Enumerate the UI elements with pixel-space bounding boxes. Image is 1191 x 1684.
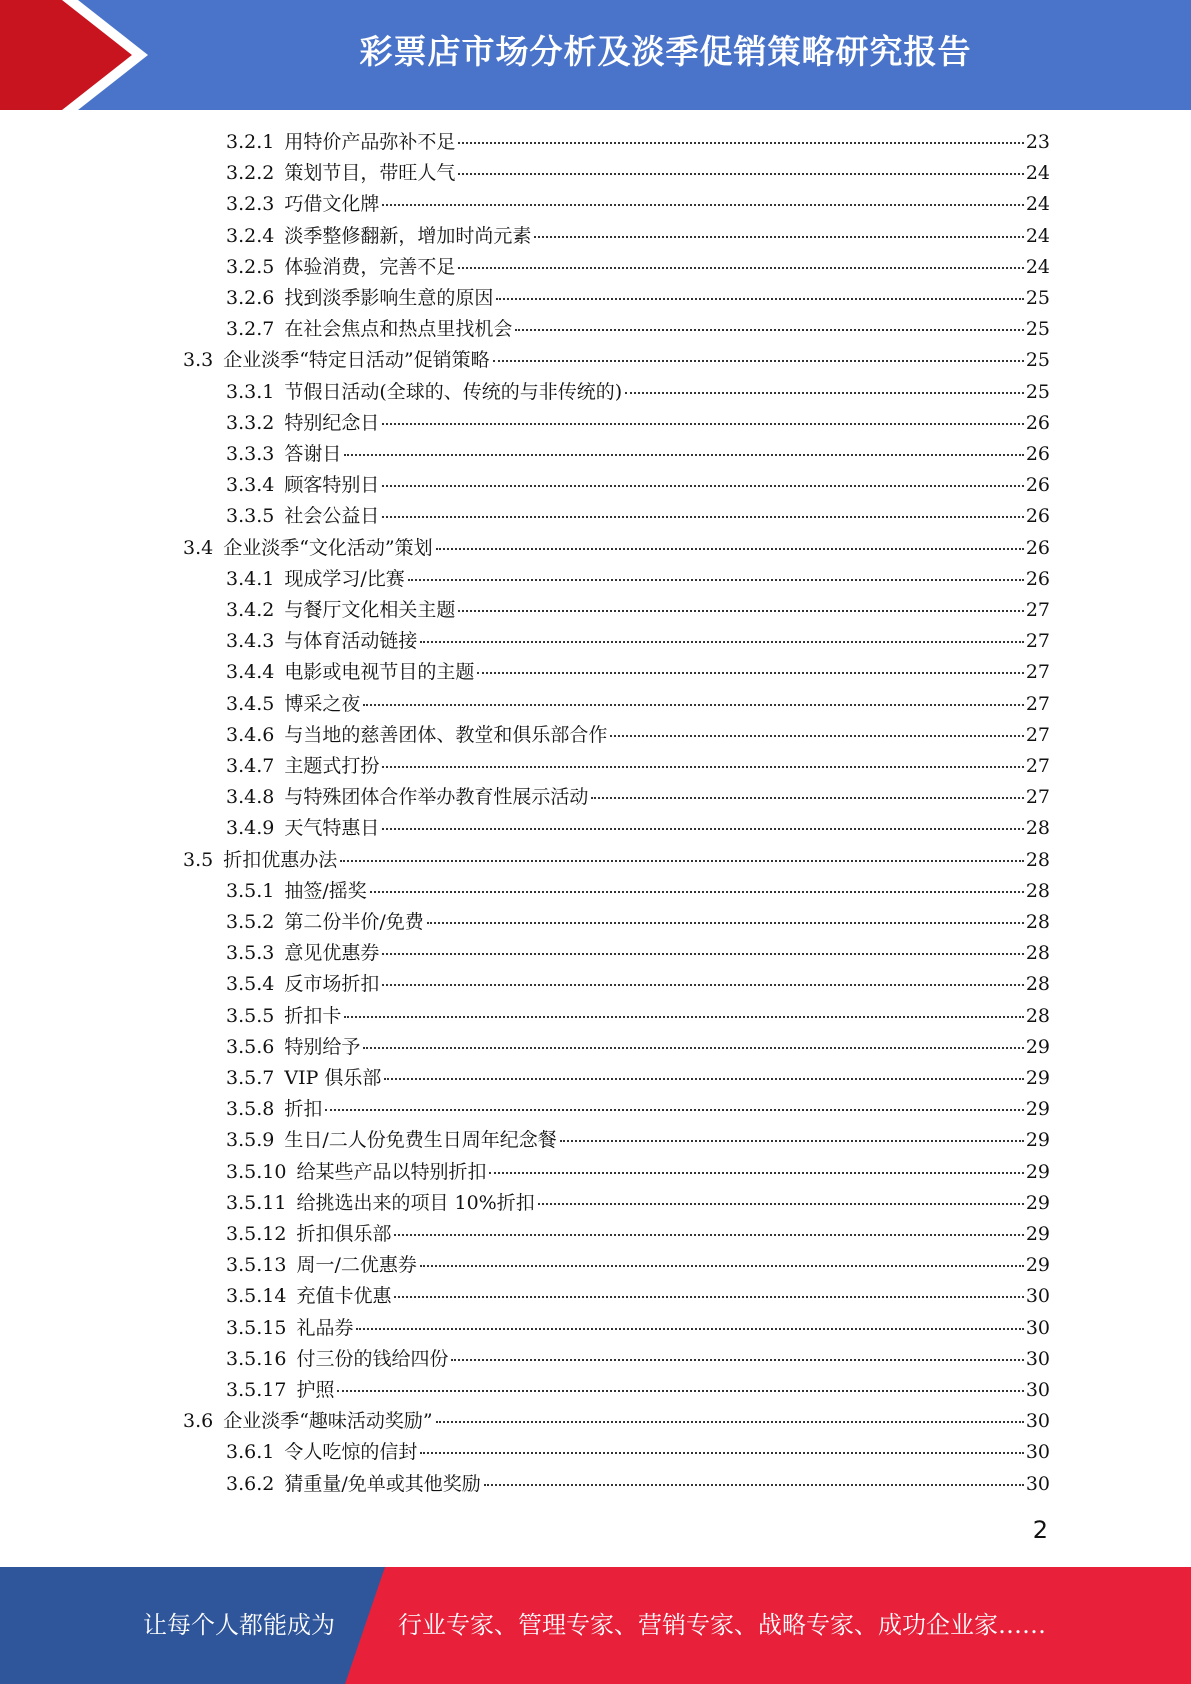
- toc-dot-leader: [356, 1328, 1023, 1330]
- toc-entry-number: 3.5.4: [226, 973, 275, 996]
- toc-entry-title: 与特殊团体合作举办教育性展示活动: [284, 786, 589, 809]
- document-title: 彩票店市场分析及淡季促销策略研究报告: [359, 32, 972, 71]
- toc-entry-page: 30: [1025, 1347, 1050, 1370]
- toc-entry-number: 3.5.17: [226, 1379, 287, 1401]
- toc-entry-title: 天气特惠日: [284, 817, 380, 840]
- toc-entry[interactable]: [183, 1406, 1050, 1437]
- toc-entry-title: 体验消费，完善不足: [284, 255, 456, 278]
- toc-entry-page: 30: [1025, 1379, 1050, 1401]
- toc-entry[interactable]: [226, 813, 1050, 844]
- toc-dot-leader: [477, 672, 1023, 674]
- toc-dot-leader: [363, 704, 1023, 706]
- toc-entry-title: 猜重量/免单或其他奖励: [284, 1472, 481, 1495]
- page-header: [0, 0, 1191, 110]
- toc-dot-leader: [325, 1109, 1023, 1111]
- toc-entry-title: 令人吃惊的信封: [284, 1441, 418, 1464]
- toc-entry-number: 3.3.5: [226, 505, 275, 528]
- toc-entry-title: 第二份半价/免费: [284, 911, 424, 933]
- toc-entry-page: 26: [1025, 443, 1050, 465]
- toc-dot-leader: [560, 1140, 1024, 1142]
- toc-entry-number: 3.5.15: [226, 1316, 287, 1339]
- toc-entry-number: 3.5.16: [226, 1347, 287, 1370]
- toc-entry-number: 3.5.13: [226, 1254, 287, 1277]
- toc-entry-title: 充值卡优惠: [296, 1285, 392, 1308]
- footer-slogan-left: 让每个人都能成为: [143, 1611, 335, 1639]
- toc-entry-number: 3.6.1: [226, 1441, 275, 1464]
- toc-entry-number: 3.5.2: [226, 911, 275, 933]
- toc-entry-number: 3.6: [183, 1410, 214, 1433]
- toc-entry[interactable]: [226, 907, 1050, 938]
- toc-entry[interactable]: [226, 564, 1050, 595]
- toc-dot-leader: [408, 579, 1024, 581]
- toc-entry-title: 社会公益日: [284, 505, 380, 528]
- toc-entry-number: 3.2.2: [226, 162, 275, 185]
- toc-dot-leader: [610, 735, 1023, 737]
- toc-entry-page: 25: [1025, 349, 1050, 372]
- toc-dot-leader: [534, 236, 1023, 238]
- toc-entry-page: 28: [1025, 942, 1050, 965]
- toc-entry-page: 26: [1025, 411, 1050, 434]
- toc-dot-leader: [538, 1203, 1024, 1205]
- toc-dot-leader: [484, 1484, 1024, 1486]
- toc-entry-number: 3.3.1: [226, 380, 275, 403]
- toc-dot-leader: [382, 423, 1023, 425]
- toc-entry-title: 顾客特别日: [284, 474, 380, 497]
- toc-entry[interactable]: [226, 314, 1050, 345]
- toc-entry-title: 给挑选出来的项目 10%折扣: [296, 1191, 535, 1214]
- toc-entry[interactable]: [226, 1219, 1050, 1250]
- toc-entry-number: 3.6.2: [226, 1472, 275, 1495]
- toc-entry-page: 28: [1025, 879, 1050, 902]
- toc-entry-title: 策划节目，带旺人气: [284, 162, 456, 185]
- toc-dot-leader: [382, 984, 1023, 986]
- toc-entry[interactable]: [226, 377, 1050, 408]
- toc-entry-title: 生日/二人份免费生日周年纪念餐: [284, 1129, 557, 1152]
- toc-dot-leader: [394, 1296, 1023, 1298]
- toc-entry[interactable]: [226, 1001, 1050, 1032]
- toc-entry[interactable]: [226, 1250, 1050, 1281]
- toc-dot-leader: [337, 1390, 1023, 1392]
- toc-entry-title: 答谢日: [284, 443, 342, 465]
- toc-dot-leader: [344, 454, 1023, 456]
- toc-entry[interactable]: [226, 689, 1050, 720]
- toc-entry-page: 24: [1025, 255, 1050, 278]
- toc-entry-page: 26: [1025, 536, 1050, 559]
- toc-entry[interactable]: [226, 408, 1050, 439]
- toc-entry[interactable]: [226, 470, 1050, 501]
- toc-entry-title: 给某些产品以特别折扣: [296, 1160, 487, 1183]
- toc-entry-page: 27: [1025, 723, 1050, 746]
- toc-entry-page: 27: [1025, 786, 1050, 809]
- toc-entry-page: 27: [1025, 630, 1050, 653]
- toc-entry[interactable]: [183, 845, 1050, 876]
- toc-dot-leader: [427, 922, 1024, 924]
- toc-entry-title: 主题式打扮: [284, 755, 380, 777]
- toc-entry-number: 3.5.1: [226, 879, 275, 902]
- toc-entry-number: 3.3.2: [226, 411, 275, 434]
- toc-entry-number: 3.2.7: [226, 318, 275, 341]
- toc-entry[interactable]: [226, 1188, 1050, 1219]
- toc-entry[interactable]: [226, 969, 1050, 1000]
- toc-entry-number: 3.5.14: [226, 1285, 287, 1308]
- toc-entry-page: 28: [1025, 1004, 1050, 1027]
- toc-entry-title: 折扣卡: [284, 1004, 342, 1027]
- toc-entry-title: 现成学习/比赛: [284, 567, 405, 590]
- toc-entry-number: 3.2.5: [226, 255, 275, 278]
- toc-entry[interactable]: [226, 158, 1050, 189]
- toc-entry-title: 特别纪念日: [284, 411, 380, 434]
- toc-entry[interactable]: [226, 626, 1050, 657]
- toc-dot-leader: [458, 267, 1023, 269]
- toc-entry-number: 3.4.5: [226, 692, 275, 715]
- toc-entry-title: 与体育活动链接: [284, 630, 418, 653]
- toc-dot-leader: [515, 329, 1023, 331]
- toc-entry-number: 3.5.12: [226, 1223, 287, 1245]
- toc-entry-title: 节假日活动(全球的、传统的与非传统的): [284, 380, 623, 403]
- toc-dot-leader: [458, 610, 1023, 612]
- toc-entry[interactable]: [183, 345, 1050, 376]
- toc-entry-page: 27: [1025, 692, 1050, 715]
- toc-entry[interactable]: [226, 189, 1050, 220]
- toc-entry[interactable]: [226, 751, 1050, 782]
- toc-entry-number: 3.5.11: [226, 1191, 287, 1214]
- toc-dot-leader: [436, 1421, 1024, 1423]
- toc-entry[interactable]: [226, 657, 1050, 688]
- toc-entry-page: 30: [1025, 1441, 1050, 1464]
- toc-entry-title: 企业淡季“文化活动”策划: [223, 536, 433, 559]
- toc-entry-title: 护照: [296, 1379, 335, 1401]
- toc-entry-page: 29: [1025, 1223, 1050, 1245]
- toc-entry-number: 3.4.1: [226, 567, 275, 590]
- toc-entry[interactable]: [226, 1375, 1050, 1406]
- toc-entry-title: 企业淡季“特定日活动”促销策略: [223, 349, 490, 372]
- toc-entry-title: 在社会焦点和热点里找机会: [284, 318, 513, 341]
- toc-entry[interactable]: [226, 1094, 1050, 1125]
- toc-entry-page: 27: [1025, 755, 1050, 777]
- toc-entry-title: 礼品券: [296, 1316, 354, 1339]
- toc-entry-number: 3.2.3: [226, 193, 275, 216]
- toc-entry-page: 29: [1025, 1035, 1050, 1058]
- toc-entry-number: 3.4.8: [226, 786, 275, 809]
- toc-dot-leader: [489, 1172, 1023, 1174]
- toc-entry[interactable]: [226, 221, 1050, 252]
- toc-entry-number: 3.3: [183, 349, 214, 372]
- toc-entry[interactable]: [226, 1125, 1050, 1156]
- toc-entry-number: 3.2.6: [226, 287, 275, 309]
- toc-dot-leader: [591, 797, 1023, 799]
- toc-dot-leader: [382, 953, 1023, 955]
- toc-dot-leader: [625, 392, 1024, 394]
- toc-entry-number: 3.4.3: [226, 630, 275, 653]
- toc-entry-title: 特别给予: [284, 1035, 361, 1058]
- toc-entry[interactable]: [226, 720, 1050, 751]
- toc-entry-number: 3.4.6: [226, 723, 275, 746]
- toc-entry-page: 24: [1025, 224, 1050, 247]
- toc-entry-title: VIP 俱乐部: [284, 1067, 382, 1089]
- page-number: 2: [1032, 1516, 1048, 1544]
- toc-entry-page: 30: [1025, 1285, 1050, 1308]
- toc-dot-leader: [370, 891, 1024, 893]
- toc-dot-leader: [458, 173, 1023, 175]
- toc-dot-leader: [344, 1016, 1023, 1018]
- toc-entry[interactable]: [226, 252, 1050, 283]
- toc-entry-page: 30: [1025, 1410, 1050, 1433]
- toc-entry-number: 3.5.6: [226, 1035, 275, 1058]
- toc-entry-number: 3.4.7: [226, 755, 275, 777]
- toc-entry[interactable]: [226, 283, 1050, 314]
- toc-entry[interactable]: [226, 127, 1050, 158]
- footer-slogan-right: 行业专家、管理专家、营销专家、战略专家、成功企业家……: [398, 1611, 1046, 1639]
- toc-dot-leader: [382, 766, 1023, 768]
- toc-entry-number: 3.2.4: [226, 224, 275, 247]
- toc-dot-leader: [382, 204, 1023, 206]
- toc-entry-page: 26: [1025, 474, 1050, 497]
- toc-entry-page: 27: [1025, 661, 1050, 684]
- toc-entry-number: 3.4.2: [226, 599, 275, 621]
- toc-entry-number: 3.4.4: [226, 661, 275, 684]
- toc-entry[interactable]: [226, 1437, 1050, 1468]
- toc-dot-leader: [382, 516, 1023, 518]
- toc-entry-title: 用特价产品弥补不足: [284, 131, 456, 153]
- toc-entry[interactable]: [226, 501, 1050, 532]
- toc-entry-page: 29: [1025, 1160, 1050, 1183]
- toc-entry[interactable]: [226, 782, 1050, 813]
- toc-dot-leader: [420, 1452, 1023, 1454]
- toc-entry[interactable]: [226, 1281, 1050, 1312]
- toc-entry-title: 折扣优惠办法: [223, 848, 338, 871]
- toc-entry-title: 博采之夜: [284, 692, 361, 715]
- toc-entry-page: 25: [1025, 318, 1050, 341]
- toc-dot-leader: [451, 1359, 1023, 1361]
- toc-dot-leader: [363, 1047, 1023, 1049]
- page-footer: [0, 1567, 1191, 1684]
- toc-entry-page: 26: [1025, 505, 1050, 528]
- toc-entry[interactable]: [226, 1032, 1050, 1063]
- toc-entry-page: 24: [1025, 193, 1050, 216]
- toc-dot-leader: [436, 548, 1024, 550]
- toc-entry[interactable]: [226, 1157, 1050, 1188]
- toc-entry[interactable]: [226, 876, 1050, 907]
- toc-entry-number: 3.5.5: [226, 1004, 275, 1027]
- toc-entry-title: 电影或电视节目的主题: [284, 661, 475, 684]
- toc-dot-leader: [420, 641, 1023, 643]
- toc-entry-page: 23: [1025, 131, 1050, 153]
- toc-entry-page: 29: [1025, 1129, 1050, 1152]
- toc-entry[interactable]: [183, 533, 1050, 564]
- toc-dot-leader: [458, 142, 1023, 144]
- toc-entry-number: 3.4: [183, 536, 214, 559]
- toc-entry-number: 3.5.3: [226, 942, 275, 965]
- toc-entry-page: 29: [1025, 1098, 1050, 1121]
- toc-entry-title: 淡季整修翻新，增加时尚元素: [284, 224, 532, 247]
- toc-entry-title: 找到淡季影响生意的原因: [284, 287, 494, 309]
- toc-entry-page: 24: [1025, 162, 1050, 185]
- toc-entry-page: 28: [1025, 973, 1050, 996]
- toc-entry-page: 28: [1025, 848, 1050, 871]
- toc-entry[interactable]: [226, 1344, 1050, 1375]
- toc-entry[interactable]: [226, 439, 1050, 470]
- toc-dot-leader: [340, 860, 1024, 862]
- toc-dot-leader: [384, 1078, 1023, 1080]
- toc-entry-title: 企业淡季“趣味活动奖励”: [223, 1410, 433, 1433]
- toc-entry-title: 意见优惠券: [284, 942, 380, 965]
- toc-entry-page: 30: [1025, 1472, 1050, 1495]
- toc-entry-page: 26: [1025, 567, 1050, 590]
- toc-entry-number: 3.5.10: [226, 1160, 287, 1183]
- toc-entry-number: 3.3.3: [226, 443, 275, 465]
- toc-entry-number: 3.2.1: [226, 131, 275, 153]
- toc-entry-title: 周一/二优惠券: [296, 1254, 417, 1277]
- toc-entry-page: 30: [1025, 1316, 1050, 1339]
- toc-entry-title: 反市场折扣: [284, 973, 380, 996]
- toc-dot-leader: [420, 1265, 1024, 1267]
- toc-entry-page: 29: [1025, 1254, 1050, 1277]
- toc-dot-leader: [394, 1234, 1023, 1236]
- toc-entry[interactable]: [226, 1313, 1050, 1344]
- toc-entry-title: 折扣俱乐部: [296, 1223, 392, 1245]
- toc-entry-page: 28: [1025, 817, 1050, 840]
- toc-entry-page: 27: [1025, 599, 1050, 621]
- toc-entry-title: 与餐厅文化相关主题: [284, 599, 456, 621]
- toc-entry-number: 3.4.9: [226, 817, 275, 840]
- toc-entry-page: 29: [1025, 1067, 1050, 1089]
- toc-dot-leader: [496, 298, 1023, 300]
- toc-entry[interactable]: [226, 1063, 1050, 1094]
- toc-entry-number: 3.5: [183, 848, 214, 871]
- toc-entry-number: 3.3.4: [226, 474, 275, 497]
- toc-dot-leader: [382, 485, 1023, 487]
- toc-entry-number: 3.5.8: [226, 1098, 275, 1121]
- toc-entry-page: 25: [1025, 287, 1050, 309]
- toc-entry-title: 抽签/摇奖: [284, 879, 367, 902]
- toc-entry[interactable]: [226, 1469, 1050, 1500]
- toc-entry-number: 3.5.7: [226, 1067, 275, 1089]
- toc-entry-title: 折扣: [284, 1098, 323, 1121]
- toc-entry-title: 巧借文化牌: [284, 193, 380, 216]
- toc-entry-page: 29: [1025, 1191, 1050, 1214]
- toc-entry-title: 与当地的慈善团体、教堂和俱乐部合作: [284, 723, 608, 746]
- toc-dot-leader: [382, 828, 1023, 830]
- toc-entry-number: 3.5.9: [226, 1129, 275, 1152]
- toc-entry-page: 25: [1025, 380, 1050, 403]
- toc-entry[interactable]: [226, 938, 1050, 969]
- toc-dot-leader: [493, 360, 1024, 362]
- toc-entry-page: 28: [1025, 911, 1050, 933]
- toc-entry-title: 付三份的钱给四份: [296, 1347, 449, 1370]
- toc-entry[interactable]: [226, 595, 1050, 626]
